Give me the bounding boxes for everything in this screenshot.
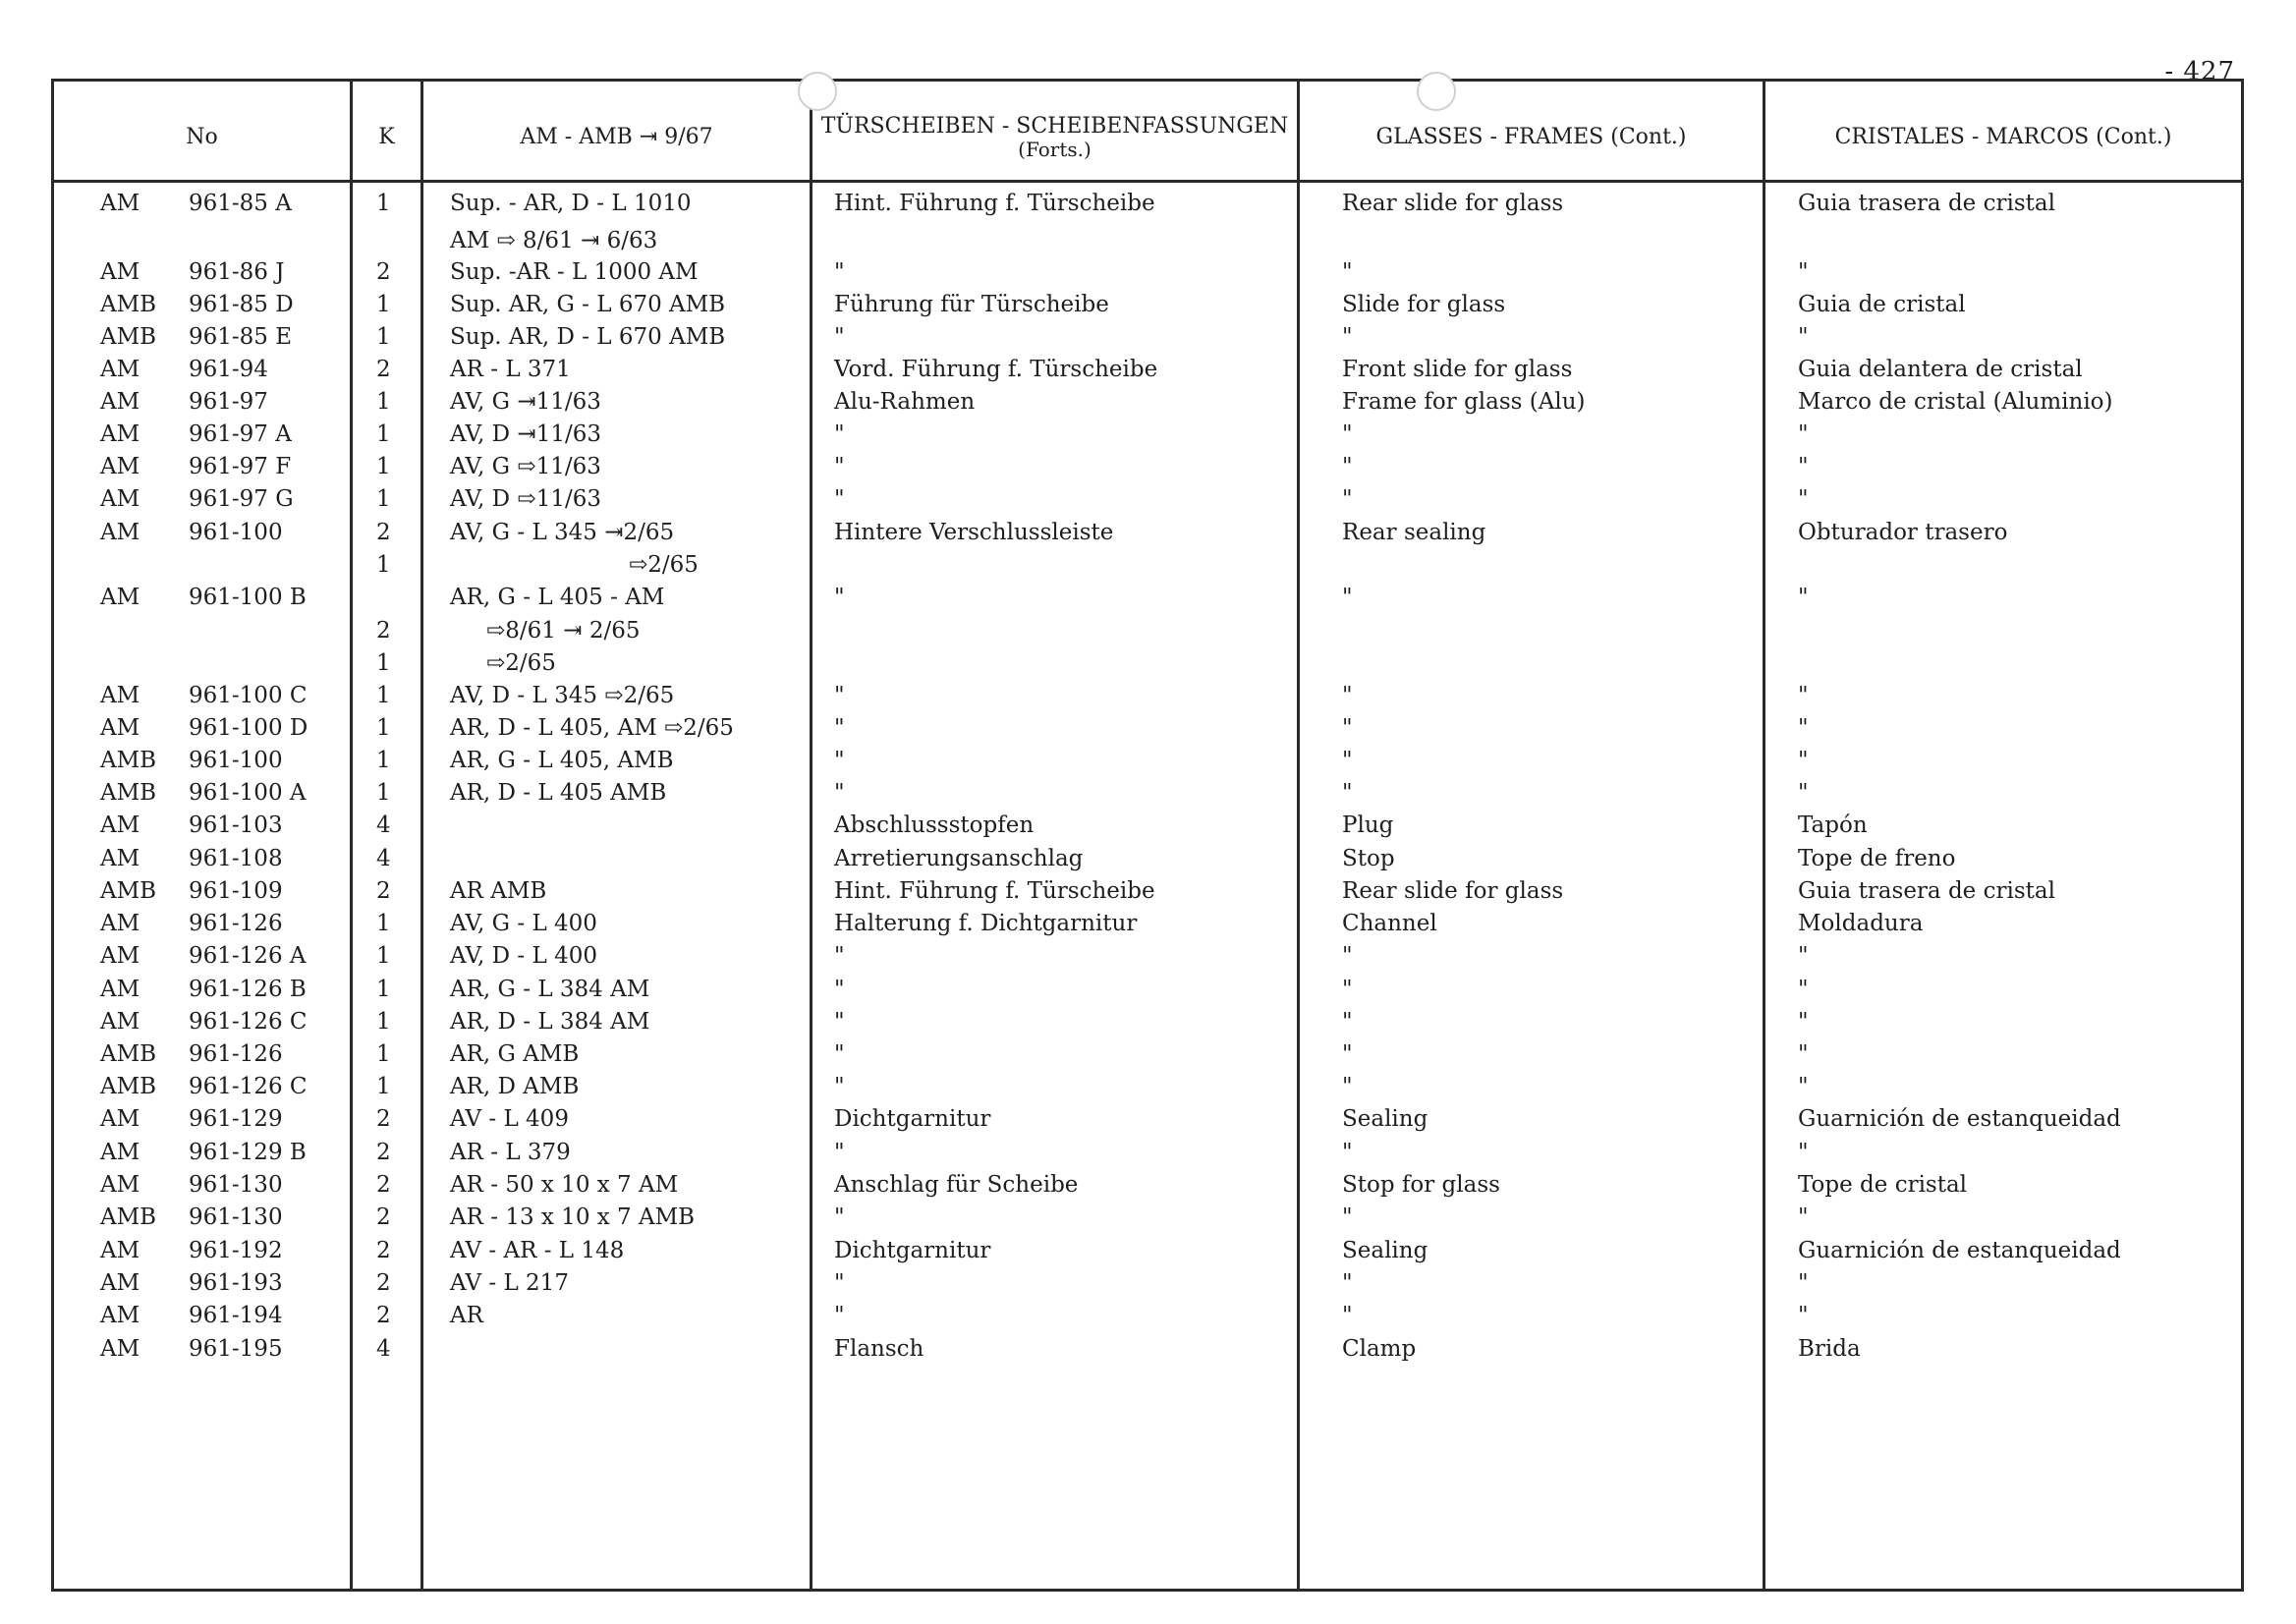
quantity-cell: 1: [376, 780, 391, 806]
quantity-cell: 2: [376, 1303, 391, 1328]
english-description-cell: Rear sealing: [1342, 520, 1486, 545]
spanish-description-cell: Marco de cristal (Aluminio): [1798, 389, 2113, 415]
english-description-cell: ": [1342, 977, 1353, 1002]
part-number-cell: 961-85 D: [189, 292, 294, 317]
column-divider: [1763, 79, 1765, 1592]
spanish-description-cell: ": [1798, 1009, 1809, 1035]
quantity-cell: 2: [376, 618, 391, 644]
quantity-cell: 2: [376, 357, 391, 382]
spanish-description-cell: ": [1798, 1270, 1809, 1296]
part-number-cell: 961-85 E: [189, 324, 293, 350]
applicability-cell: AV - L 409: [450, 1106, 569, 1132]
applicability-cell: AR, D - L 405 AMB: [450, 780, 667, 806]
header-german-label: TÜRSCHEIBEN - SCHEIBENFASSUNGEN: [820, 113, 1289, 139]
model-cell: AMB: [100, 748, 157, 773]
german-description-cell: Hint. Führung f. Türscheibe: [834, 878, 1155, 904]
english-description-cell: Clamp: [1342, 1336, 1417, 1362]
quantity-cell: 4: [376, 846, 391, 871]
header-english: [1300, 98, 1763, 177]
applicability-cell: AM ⇨ 8/61 ⇥ 6/63: [450, 228, 658, 253]
model-cell: AMB: [100, 1074, 157, 1099]
english-description-cell: ": [1342, 585, 1353, 610]
english-description-cell: ": [1342, 780, 1353, 806]
header-applicability: [423, 98, 810, 177]
column-divider: [1297, 79, 1300, 1592]
part-number-cell: 961-126 A: [189, 943, 307, 969]
english-description-cell: Plug: [1342, 812, 1394, 838]
spanish-description-cell: ": [1798, 486, 1809, 512]
quantity-cell: 4: [376, 1336, 391, 1362]
model-cell: AM: [100, 486, 140, 512]
part-number-cell: 961-108: [189, 846, 283, 871]
part-number-cell: 961-195: [189, 1336, 283, 1362]
part-number-cell: 961-94: [189, 357, 268, 382]
german-description-cell: ": [834, 715, 845, 741]
quantity-cell: 2: [376, 1106, 391, 1132]
quantity-cell: 1: [376, 292, 391, 317]
german-description-cell: Hint. Führung f. Türscheibe: [834, 191, 1155, 216]
header-k: [353, 98, 420, 177]
part-number-cell: 961-129: [189, 1106, 283, 1132]
quantity-cell: 1: [376, 389, 391, 415]
applicability-cell: AR: [450, 1303, 483, 1328]
model-cell: AM: [100, 191, 140, 216]
applicability-cell: AR - L 371: [450, 357, 571, 382]
model-cell: AM: [100, 846, 140, 871]
part-number-cell: 961-103: [189, 812, 283, 838]
quantity-cell: 2: [376, 259, 391, 285]
quantity-cell: 1: [376, 977, 391, 1002]
german-description-cell: Abschlussstopfen: [834, 812, 1035, 838]
model-cell: AMB: [100, 780, 157, 806]
model-cell: AM: [100, 715, 140, 741]
model-cell: AM: [100, 520, 140, 545]
spanish-description-cell: ": [1798, 748, 1809, 773]
model-cell: AMB: [100, 1041, 157, 1067]
part-number-cell: 961-126: [189, 1041, 283, 1067]
header-german: [812, 98, 1297, 177]
german-description-cell: Führung für Türscheibe: [834, 292, 1109, 317]
applicability-cell: AV, D ⇥11/63: [450, 421, 601, 447]
spanish-description-cell: ": [1798, 1041, 1809, 1067]
spanish-description-cell: Guia trasera de cristal: [1798, 878, 2055, 904]
model-cell: AM: [100, 812, 140, 838]
quantity-cell: 1: [376, 748, 391, 773]
spanish-description-cell: Guia trasera de cristal: [1798, 191, 2055, 216]
quantity-cell: 1: [376, 683, 391, 708]
english-description-cell: ": [1342, 1041, 1353, 1067]
part-number-cell: 961-126 C: [189, 1009, 308, 1035]
applicability-cell: ⇨2/65: [486, 650, 556, 676]
header-spanish: [1765, 98, 2241, 177]
spanish-description-cell: Tope de freno: [1798, 846, 1956, 871]
english-description-cell: ": [1342, 259, 1353, 285]
model-cell: AM: [100, 259, 140, 285]
part-number-cell: 961-129 B: [189, 1140, 307, 1165]
model-cell: AM: [100, 1172, 140, 1198]
part-number-cell: 961-97: [189, 389, 268, 415]
english-description-cell: Channel: [1342, 911, 1437, 936]
part-number-cell: 961-100: [189, 748, 283, 773]
part-number-cell: 961-109: [189, 878, 283, 904]
model-cell: AM: [100, 1336, 140, 1362]
part-number-cell: 961-193: [189, 1270, 283, 1296]
quantity-cell: 1: [376, 552, 391, 578]
spanish-description-cell: ": [1798, 683, 1809, 708]
german-description-cell: ": [834, 324, 845, 350]
english-description-cell: ": [1342, 1270, 1353, 1296]
model-cell: AMB: [100, 878, 157, 904]
header-german-sub: (Forts.): [1018, 138, 1092, 162]
applicability-cell: AV - AR - L 148: [450, 1238, 625, 1263]
english-description-cell: Stop: [1342, 846, 1395, 871]
header-english-label: GLASSES - FRAMES (Cont.): [1375, 124, 1687, 149]
applicability-cell: AV, D - L 345 ⇨2/65: [450, 683, 675, 708]
spanish-description-cell: ": [1798, 259, 1809, 285]
header-k-label: K: [378, 124, 395, 149]
spanish-description-cell: Moldadura: [1798, 911, 1924, 936]
quantity-cell: 2: [376, 1204, 391, 1230]
german-description-cell: ": [834, 1140, 845, 1165]
german-description-cell: Vord. Führung f. Türscheibe: [834, 357, 1158, 382]
column-divider: [420, 79, 423, 1592]
german-description-cell: Halterung f. Dichtgarnitur: [834, 911, 1138, 936]
part-number-cell: 961-85 A: [189, 191, 292, 216]
german-description-cell: Dichtgarnitur: [834, 1238, 991, 1263]
quantity-cell: 1: [376, 911, 391, 936]
spanish-description-cell: ": [1798, 454, 1809, 479]
quantity-cell: 1: [376, 650, 391, 676]
applicability-cell: Sup. - AR, D - L 1010: [450, 191, 692, 216]
quantity-cell: 2: [376, 1238, 391, 1263]
quantity-cell: 2: [376, 1172, 391, 1198]
applicability-cell: AV, G ⇨11/63: [450, 454, 601, 479]
spanish-description-cell: ": [1798, 1303, 1809, 1328]
german-description-cell: Arretierungsanschlag: [834, 846, 1084, 871]
part-number-cell: 961-100 D: [189, 715, 308, 741]
header-no: [54, 98, 350, 177]
spanish-description-cell: ": [1798, 1074, 1809, 1099]
applicability-cell: AV, G - L 400: [450, 911, 597, 936]
english-description-cell: Slide for glass: [1342, 292, 1506, 317]
quantity-cell: 1: [376, 943, 391, 969]
german-description-cell: ": [834, 421, 845, 447]
german-description-cell: ": [834, 1270, 845, 1296]
model-cell: AM: [100, 977, 140, 1002]
model-cell: AM: [100, 357, 140, 382]
quantity-cell: 1: [376, 1041, 391, 1067]
spanish-description-cell: ": [1798, 324, 1809, 350]
quantity-cell: 2: [376, 1270, 391, 1296]
header-spanish-label: CRISTALES - MARCOS (Cont.): [1834, 124, 2172, 149]
applicability-cell: AR, G - L 405, AMB: [450, 748, 674, 773]
german-description-cell: ": [834, 1204, 845, 1230]
applicability-cell: AR - 50 x 10 x 7 AM: [450, 1172, 679, 1198]
part-number-cell: 961-97 F: [189, 454, 292, 479]
spanish-description-cell: Guia delantera de cristal: [1798, 357, 2083, 382]
german-description-cell: ": [834, 1303, 845, 1328]
german-description-cell: ": [834, 977, 845, 1002]
german-description-cell: Anschlag für Scheibe: [834, 1172, 1079, 1198]
part-number-cell: 961-126: [189, 911, 283, 936]
spanish-description-cell: ": [1798, 585, 1809, 610]
german-description-cell: Alu-Rahmen: [834, 389, 976, 415]
english-description-cell: ": [1342, 683, 1353, 708]
spanish-description-cell: ": [1798, 943, 1809, 969]
german-description-cell: ": [834, 259, 845, 285]
english-description-cell: ": [1342, 1140, 1353, 1165]
part-number-cell: 961-100 C: [189, 683, 308, 708]
part-number-cell: 961-97 G: [189, 486, 294, 512]
applicability-cell: AV, D - L 400: [450, 943, 597, 969]
english-description-cell: Sealing: [1342, 1106, 1428, 1132]
quantity-cell: 1: [376, 715, 391, 741]
german-description-cell: ": [834, 585, 845, 610]
spanish-description-cell: Guia de cristal: [1798, 292, 1966, 317]
column-divider: [810, 79, 812, 1592]
quantity-cell: 1: [376, 421, 391, 447]
applicability-cell: AR, G - L 405 - AM: [450, 585, 665, 610]
english-description-cell: ": [1342, 1009, 1353, 1035]
english-description-cell: ": [1342, 748, 1353, 773]
quantity-cell: 1: [376, 191, 391, 216]
model-cell: AM: [100, 683, 140, 708]
part-number-cell: 961-100: [189, 520, 283, 545]
model-cell: AM: [100, 421, 140, 447]
applicability-cell: ⇨2/65: [629, 552, 699, 578]
applicability-cell: Sup. AR, D - L 670 AMB: [450, 324, 726, 350]
column-divider: [350, 79, 353, 1592]
quantity-cell: 2: [376, 1140, 391, 1165]
english-description-cell: ": [1342, 715, 1353, 741]
applicability-cell: Sup. -AR - L 1000 AM: [450, 259, 699, 285]
spanish-description-cell: ": [1798, 780, 1809, 806]
spanish-description-cell: ": [1798, 1204, 1809, 1230]
part-number-cell: 961-100 A: [189, 780, 307, 806]
german-description-cell: ": [834, 454, 845, 479]
part-number-cell: 961-130: [189, 1172, 283, 1198]
model-cell: AM: [100, 389, 140, 415]
english-description-cell: ": [1342, 454, 1353, 479]
applicability-cell: AR, D - L 384 AM: [450, 1009, 650, 1035]
model-cell: AM: [100, 911, 140, 936]
quantity-cell: 1: [376, 1009, 391, 1035]
german-description-cell: ": [834, 683, 845, 708]
english-description-cell: ": [1342, 1204, 1353, 1230]
model-cell: AMB: [100, 292, 157, 317]
model-cell: AMB: [100, 324, 157, 350]
part-number-cell: 961-86 J: [189, 259, 285, 285]
model-cell: AM: [100, 1270, 140, 1296]
english-description-cell: ": [1342, 486, 1353, 512]
model-cell: AM: [100, 1303, 140, 1328]
applicability-cell: Sup. AR, G - L 670 AMB: [450, 292, 726, 317]
german-description-cell: ": [834, 748, 845, 773]
german-description-cell: Flansch: [834, 1336, 924, 1362]
spanish-description-cell: Obturador trasero: [1798, 520, 2008, 545]
english-description-cell: Rear slide for glass: [1342, 878, 1564, 904]
english-description-cell: ": [1342, 943, 1353, 969]
page-number: - 427: [2164, 57, 2235, 86]
german-description-cell: Hintere Verschlussleiste: [834, 520, 1114, 545]
english-description-cell: ": [1342, 1303, 1353, 1328]
model-cell: AM: [100, 1009, 140, 1035]
applicability-cell: AR, G - L 384 AM: [450, 977, 650, 1002]
applicability-cell: AR, D AMB: [450, 1074, 580, 1099]
quantity-cell: 4: [376, 812, 391, 838]
applicability-cell: AR, G AMB: [450, 1041, 580, 1067]
part-number-cell: 961-126 C: [189, 1074, 308, 1099]
model-cell: AM: [100, 943, 140, 969]
part-number-cell: 961-194: [189, 1303, 283, 1328]
english-description-cell: Frame for glass (Alu): [1342, 389, 1586, 415]
part-number-cell: 961-192: [189, 1238, 283, 1263]
model-cell: AM: [100, 1140, 140, 1165]
applicability-cell: AV - L 217: [450, 1270, 569, 1296]
quantity-cell: 2: [376, 520, 391, 545]
applicability-cell: ⇨8/61 ⇥ 2/65: [486, 618, 641, 644]
header-divider: [51, 180, 2244, 183]
spanish-description-cell: Brida: [1798, 1336, 1861, 1362]
spanish-description-cell: Tapón: [1798, 812, 1868, 838]
german-description-cell: ": [834, 780, 845, 806]
part-number-cell: 961-130: [189, 1204, 283, 1230]
english-description-cell: ": [1342, 324, 1353, 350]
applicability-cell: AR - L 379: [450, 1140, 571, 1165]
part-number-cell: 961-100 B: [189, 585, 307, 610]
english-description-cell: Stop for glass: [1342, 1172, 1500, 1198]
model-cell: AM: [100, 1238, 140, 1263]
spanish-description-cell: Guarnición de estanqueidad: [1798, 1106, 2121, 1132]
quantity-cell: 1: [376, 324, 391, 350]
german-description-cell: ": [834, 1041, 845, 1067]
model-cell: AM: [100, 1106, 140, 1132]
applicability-cell: AR, D - L 405, AM ⇨2/65: [450, 715, 734, 741]
spanish-description-cell: ": [1798, 715, 1809, 741]
english-description-cell: Sealing: [1342, 1238, 1428, 1263]
part-number-cell: 961-97 A: [189, 421, 292, 447]
header-no-label: No: [186, 124, 218, 149]
spanish-description-cell: Tope de cristal: [1798, 1172, 1968, 1198]
quantity-cell: 2: [376, 878, 391, 904]
model-cell: AM: [100, 454, 140, 479]
applicability-cell: AV, D ⇨11/63: [450, 486, 601, 512]
spanish-description-cell: ": [1798, 421, 1809, 447]
applicability-cell: AV, G - L 345 ⇥2/65: [450, 520, 675, 545]
applicability-cell: AR AMB: [450, 878, 547, 904]
spanish-description-cell: ": [1798, 1140, 1809, 1165]
spanish-description-cell: ": [1798, 977, 1809, 1002]
part-number-cell: 961-126 B: [189, 977, 307, 1002]
german-description-cell: Dichtgarnitur: [834, 1106, 991, 1132]
german-description-cell: ": [834, 1009, 845, 1035]
quantity-cell: 1: [376, 486, 391, 512]
german-description-cell: ": [834, 943, 845, 969]
quantity-cell: 1: [376, 1074, 391, 1099]
applicability-cell: AR - 13 x 10 x 7 AMB: [450, 1204, 696, 1230]
header-applicability-label: AM - AMB ⇥ 9/67: [520, 124, 713, 149]
german-description-cell: ": [834, 1074, 845, 1099]
quantity-cell: 1: [376, 454, 391, 479]
english-description-cell: Front slide for glass: [1342, 357, 1573, 382]
english-description-cell: Rear slide for glass: [1342, 191, 1564, 216]
english-description-cell: ": [1342, 1074, 1353, 1099]
english-description-cell: ": [1342, 421, 1353, 447]
german-description-cell: ": [834, 486, 845, 512]
model-cell: AM: [100, 585, 140, 610]
spanish-description-cell: Guarnición de estanqueidad: [1798, 1238, 2121, 1263]
applicability-cell: AV, G ⇥11/63: [450, 389, 601, 415]
model-cell: AMB: [100, 1204, 157, 1230]
